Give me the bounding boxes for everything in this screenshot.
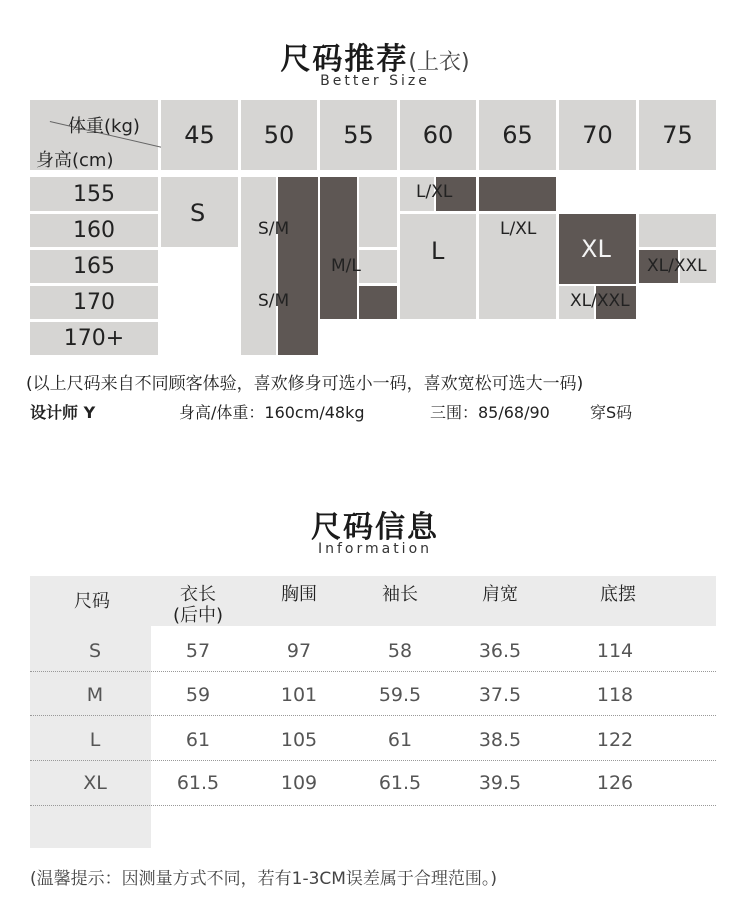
- info-title: 尺码信息: [311, 510, 439, 545]
- row-divider: [30, 805, 716, 806]
- cell-size: S: [88, 640, 102, 662]
- cell-size: XL: [83, 772, 107, 794]
- size-label-lxl-2: L/XL: [500, 219, 537, 239]
- cell-shoulder: 37.5: [478, 684, 522, 706]
- weight-header-50: 50: [241, 100, 317, 170]
- recommend-note: (以上尺码来自不同顾客体验，喜欢修身可选小一码，喜欢宽松可选大一码): [26, 374, 584, 394]
- cell-sleeve: 61: [387, 729, 413, 751]
- weight-header-70: 70: [559, 100, 636, 170]
- size-block-col50-right: [278, 177, 318, 355]
- designer-name: 设计师 Y: [30, 403, 96, 422]
- cell-chest: 97: [286, 640, 312, 662]
- size-block-col50-left: [241, 177, 276, 355]
- cell-length: 57: [185, 640, 211, 662]
- column-header-length-line1: 衣长: [180, 584, 216, 605]
- cell-hem: 118: [596, 684, 634, 706]
- weight-header-55: 55: [320, 100, 397, 170]
- recommend-subtitle: Better Size: [320, 73, 430, 89]
- size-block-l: [400, 214, 476, 319]
- designer-size: 穿S码: [590, 403, 633, 422]
- weight-axis-label: 体重(kg): [68, 116, 140, 137]
- designer-height-weight: 身高/体重：160cm/48kg: [179, 403, 365, 422]
- cell-hem: 122: [596, 729, 634, 751]
- column-header-hem: 底摆: [600, 584, 636, 605]
- size-label-xl: XL: [581, 235, 611, 263]
- size-label-l: L: [431, 237, 445, 265]
- size-block-col55-right-bottom: [359, 286, 397, 319]
- height-row-165: 165: [30, 250, 158, 283]
- cell-length: 61: [185, 729, 211, 751]
- cell-shoulder: 38.5: [478, 729, 522, 751]
- size-label-xlxxl-2: XL/XXL: [647, 256, 707, 276]
- cell-size: L: [89, 729, 101, 751]
- weight-header-65: 65: [479, 100, 556, 170]
- size-label-s: S: [190, 199, 206, 227]
- column-header-length: [158, 584, 238, 626]
- cell-sleeve: 61.5: [378, 772, 422, 794]
- cell-shoulder: 36.5: [478, 640, 522, 662]
- row-divider: [30, 671, 716, 672]
- size-label-xlxxl-1: XL/XXL: [570, 291, 630, 311]
- height-axis-label: 身高(cm): [36, 150, 114, 171]
- size-block-col55-right-mid: [359, 250, 397, 283]
- recommend-title-suffix: (上衣): [408, 50, 470, 75]
- cell-sleeve: 58: [387, 640, 413, 662]
- height-row-170: 170: [30, 286, 158, 319]
- row-divider: [30, 760, 716, 761]
- size-block-col55-right-top: [359, 177, 397, 247]
- size-block-col65-top: [479, 177, 556, 211]
- size-label-sm-1: S/M: [258, 219, 290, 239]
- recommend-title: [0, 34, 750, 78]
- weight-header-60: 60: [400, 100, 476, 170]
- height-row-170plus: 170+: [30, 322, 158, 355]
- cell-chest: 101: [280, 684, 318, 706]
- designer-measurements: 三围：85/68/90: [430, 403, 550, 422]
- column-header-length-line2: (后中): [172, 605, 224, 626]
- recommend-title-main: 尺码推荐: [280, 42, 409, 77]
- cell-length: 59: [185, 684, 211, 706]
- cell-length: 61.5: [176, 772, 220, 794]
- height-row-160: 160: [30, 214, 158, 247]
- size-label-sm-2: S/M: [258, 291, 290, 311]
- column-header-size: 尺码: [74, 591, 110, 612]
- weight-header-45: 45: [161, 100, 238, 170]
- column-header-chest: 胸围: [281, 584, 317, 605]
- column-header-sleeve: 袖长: [382, 584, 418, 605]
- grid-corner-cell: [30, 100, 158, 170]
- size-label-lxl-1: L/XL: [416, 182, 453, 202]
- measurement-tip: (温馨提示：因测量方式不同，若有1-3CM误差属于合理范围。): [30, 869, 498, 889]
- size-label-ml: M/L: [331, 256, 361, 276]
- cell-chest: 105: [280, 729, 318, 751]
- cell-chest: 109: [280, 772, 318, 794]
- cell-size: M: [86, 684, 104, 706]
- weight-header-75: 75: [639, 100, 716, 170]
- cell-hem: 114: [596, 640, 634, 662]
- cell-shoulder: 39.5: [478, 772, 522, 794]
- size-block-col75-top: [639, 214, 716, 247]
- info-subtitle: Information: [317, 541, 433, 557]
- row-divider: [30, 715, 716, 716]
- height-row-155: 155: [30, 177, 158, 211]
- cell-sleeve: 59.5: [378, 684, 422, 706]
- cell-hem: 126: [596, 772, 634, 794]
- size-block-col55-left: [320, 177, 357, 319]
- column-header-shoulder: 肩宽: [482, 584, 518, 605]
